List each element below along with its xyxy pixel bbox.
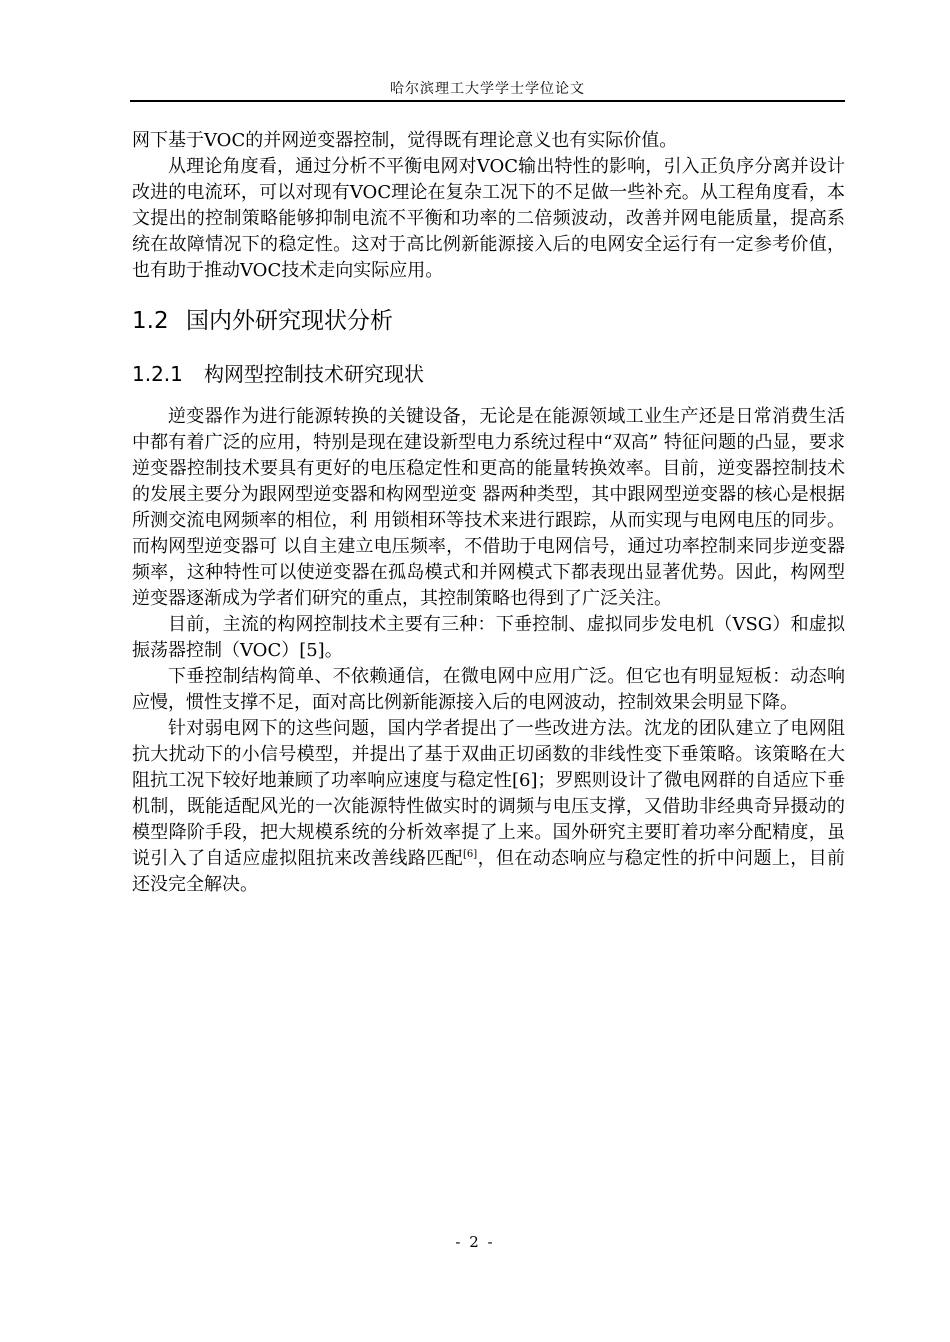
paragraph-text-tail: ，但在动态响应与稳定性的折中问题上，目前还没完全解决。 [132,848,846,895]
section-heading-1-2 [132,298,845,344]
subsection-number: 1.2.1 [132,362,183,386]
paragraph-droop-control: 下垂控制结构简单、不依赖通信，在微电网中应用广泛。但它也有明显短板：动态响应慢，惯性支撑不足，面对高比例新能源接入后的电网波动，控制效果会明显下降。 [132,666,845,713]
subsection-heading-1-2-1 [132,354,845,394]
section-title: 国内外研究现状分析 [186,308,393,334]
paragraph-inverter-overview: 逆变器作为进行能源转换的关键设备，无论是在能源领域工业生产还是日常消费生活中都有着广泛的应用，特别是现在建设新型电力系统过程中“双高” 特征问题的凸显，要求逆变器控制技术要具有更好的电压稳定性和更高的能量转换效率。目前，逆变器控制技术的发展主要分为跟网型逆变器和构网型逆变 器两种类型，其中跟网型逆变器的核心是根据所测交流电网频率的相位，利 用锁相环等技术来进行跟踪，从而实现与电网电压的同步。而构网型逆变器可 以自主建立电压频率，不借助于电网信号，通过功率控制来同步逆变器频率，这种特性可以使逆变器在孤岛模式和并网模式下都表现出显著优势。因此，构网型逆变器逐渐成为学者们研究的重点，其控制策略也得到了广泛关注。 [132,406,845,609]
header-divider [130,100,845,102]
paragraph-weak-grid-research [132,716,845,898]
paragraph-significance: 从理论角度看，通过分析不平衡电网对VOC输出特性的影响，引入正负序分离并设计改进的电流环，可以对现有VOC理论在复杂工况下的不足做一些补充。从工程角度看，本文提出的控制策略能够抑制电流不平衡和功率的二倍频波动，改善并网电能质量，提高系统在故障情况下的稳定性。这对于高比例新能源接入后的电网安全运行有一定参考价值，也有助于推动VOC技术走向实际应用。 [132,156,845,281]
paragraph-text: 针对弱电网下的这些问题，国内学者提出了一些改进方法。沈龙的团队建立了电网阻抗大扰动下的小信号模型，并提出了基于双曲正切函数的非线性变下垂策略。该策略在大阻抗工况下较好地兼顾了功率响应速度与稳定性[6]；罗熙则设计了微电网群的自适应下垂机制，既能适配风光的一次能源特性做实时的调频与电压支撑，又借助非经典奇异摄动的模型降阶手段，把大规模系统的分析效率提了上来。国外研究主要盯着功率分配精度，虽说引入了自适应虚拟阻抗来改善线路匹配 [132,718,845,869]
paragraph-intro-continued: 网下基于VOC的并网逆变器控制，觉得既有理论意义也有实际价值。 [132,130,678,151]
paragraph-mainstream-methods: 目前，主流的构网控制技术主要有三种：下垂控制、虚拟同步发电机（VSG）和虚拟振荡器控制（VOC）[5]。 [132,614,845,661]
document-body [132,128,845,898]
subsection-title: 构网型控制技术研究现状 [204,362,424,386]
page-number: - 2 - [455,1233,495,1251]
citation-superscript: [6] [463,849,478,860]
section-number: 1.2 [132,308,169,334]
page-header-title: 哈尔滨理工大学学士学位论文 [390,81,585,97]
